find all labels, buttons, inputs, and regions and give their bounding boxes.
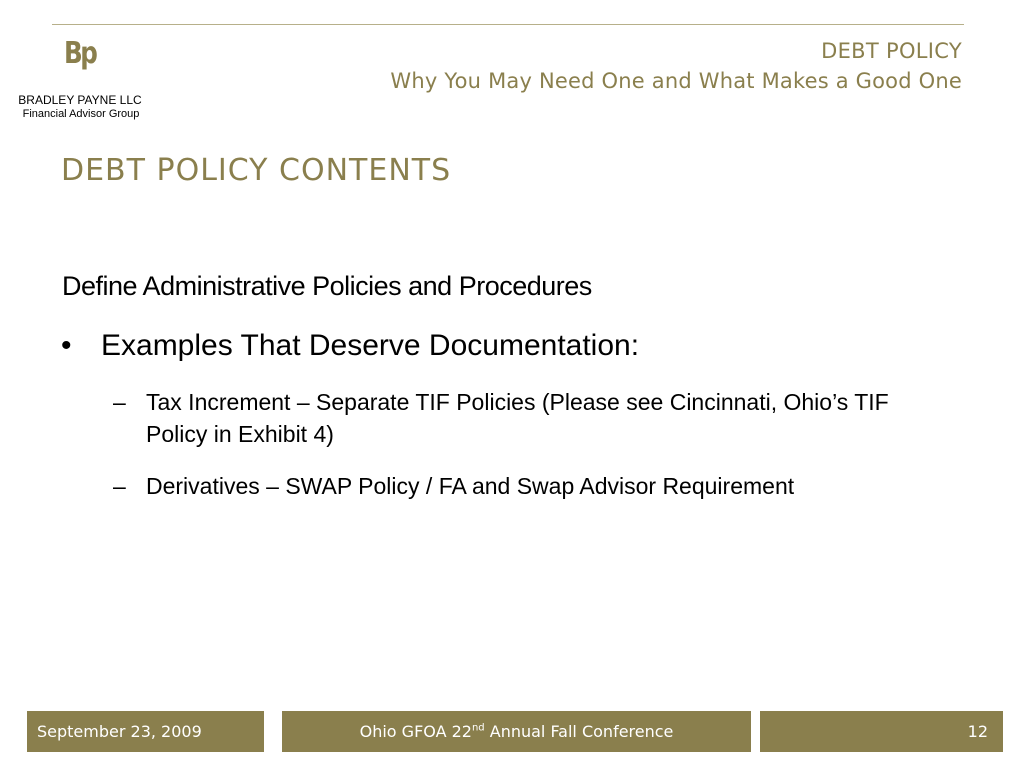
sub-bullet-item [113, 386, 953, 450]
sub-bullet-item [113, 470, 953, 502]
header-divider [52, 24, 964, 25]
conference-ordinal: nd [471, 722, 485, 734]
slide-title: DEBT POLICY CONTENTS [61, 153, 452, 188]
conference-suffix: Annual Fall Conference [484, 722, 674, 741]
sub-bullet-marker: – [113, 389, 126, 415]
company-logo: Bp [64, 36, 96, 71]
bullet-text: Examples That Deserve Documentation: [101, 329, 640, 362]
bullet-item [61, 329, 639, 363]
sub-bullet-text: Derivatives – SWAP Policy / FA and Swap Advisor Requirement [146, 473, 795, 499]
section-heading: Define Administrative Policies and Procedures [62, 271, 592, 301]
footer-conference [282, 711, 751, 752]
page-number: 12 [760, 711, 1003, 752]
company-subtitle: Financial Advisor Group [22, 108, 140, 120]
bullet-marker: • [61, 329, 72, 362]
sub-bullet-text: Tax Increment – Separate TIF Policies (Please see Cincinnati, Ohio’s TIF Policy in Exhibit 4) [146, 389, 889, 447]
company-name: BRADLEY PAYNE LLC [18, 93, 142, 107]
header-subtitle: Why You May Need One and What Makes a Good One [390, 69, 962, 93]
header-title: DEBT POLICY [821, 39, 962, 63]
sub-bullet-marker: – [113, 473, 126, 499]
conference-name: Ohio GFOA 22 [359, 722, 472, 741]
footer-date: September 23, 2009 [27, 711, 264, 752]
